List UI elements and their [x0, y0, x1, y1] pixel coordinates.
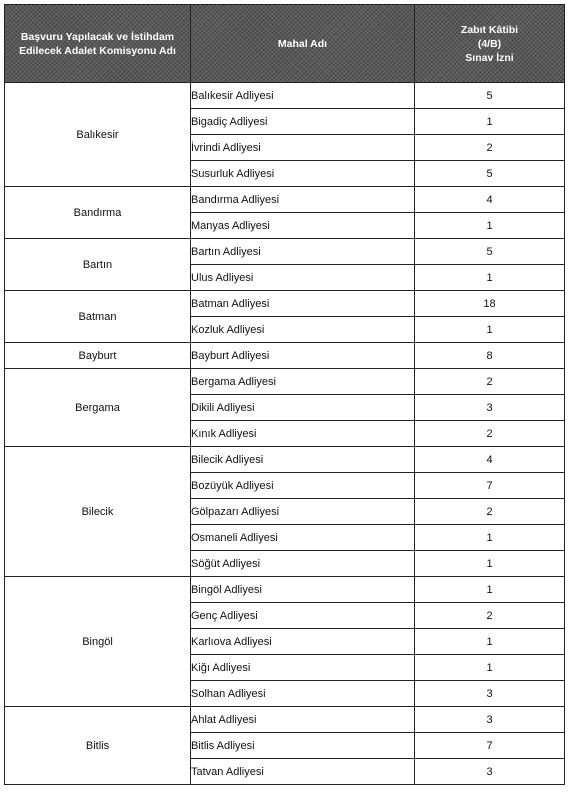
table-body — [5, 83, 565, 785]
place-name: Manyas Adliyesi — [191, 213, 415, 239]
place-name: Ulus Adliyesi — [191, 265, 415, 291]
exam-quota-count: 1 — [415, 213, 565, 239]
table-row — [5, 447, 565, 473]
header-count-line1: Zabıt Kâtibi — [460, 23, 519, 36]
exam-quota-count: 2 — [415, 369, 565, 395]
place-name: Karlıova Adliyesi — [191, 629, 415, 655]
place-name: Bilecik Adliyesi — [191, 447, 415, 473]
table-row — [5, 83, 565, 109]
table-row — [5, 187, 565, 213]
place-name: Susurluk Adliyesi — [191, 161, 415, 187]
place-name: Gölpazarı Adliyesi — [191, 499, 415, 525]
place-name: Kiğı Adliyesi — [191, 655, 415, 681]
commission-name: Bergama — [5, 369, 191, 447]
exam-quota-count: 3 — [415, 395, 565, 421]
exam-quota-count: 8 — [415, 343, 565, 369]
exam-quota-count: 3 — [415, 681, 565, 707]
commission-name: Bilecik — [5, 447, 191, 577]
table-row — [5, 343, 565, 369]
place-name: Tatvan Adliyesi — [191, 759, 415, 785]
table-header — [5, 5, 565, 83]
place-name: Dikili Adliyesi — [191, 395, 415, 421]
place-name: Bandırma Adliyesi — [191, 187, 415, 213]
exam-quota-count: 7 — [415, 733, 565, 759]
exam-quota-count: 1 — [415, 551, 565, 577]
place-name: Söğüt Adliyesi — [191, 551, 415, 577]
place-name: Osmaneli Adliyesi — [191, 525, 415, 551]
exam-quota-count: 3 — [415, 759, 565, 785]
commission-name: Balıkesir — [5, 83, 191, 187]
place-name: Bergama Adliyesi — [191, 369, 415, 395]
exam-quota-count: 3 — [415, 707, 565, 733]
table-row — [5, 369, 565, 395]
place-name: Bozüyük Adliyesi — [191, 473, 415, 499]
commission-name: Batman — [5, 291, 191, 343]
header-commission — [5, 5, 191, 83]
exam-quota-count: 1 — [415, 525, 565, 551]
place-name: Balıkesir Adliyesi — [191, 83, 415, 109]
place-name: Bayburt Adliyesi — [191, 343, 415, 369]
header-count-line3: Sınav İzni — [465, 51, 514, 64]
table-row — [5, 577, 565, 603]
exam-quota-count: 1 — [415, 317, 565, 343]
place-name: Bartın Adliyesi — [191, 239, 415, 265]
exam-quota-count: 2 — [415, 421, 565, 447]
exam-quota-count: 1 — [415, 265, 565, 291]
place-name: İvrindi Adliyesi — [191, 135, 415, 161]
header-count — [415, 5, 565, 83]
header-commission-line2: Edilecek Adalet Komisyonu Adı — [19, 44, 176, 57]
place-name: Bitlis Adliyesi — [191, 733, 415, 759]
place-name: Solhan Adliyesi — [191, 681, 415, 707]
place-name: Kınık Adliyesi — [191, 421, 415, 447]
place-name: Kozluk Adliyesi — [191, 317, 415, 343]
exam-quota-count: 5 — [415, 161, 565, 187]
exam-quota-count: 7 — [415, 473, 565, 499]
place-name: Batman Adliyesi — [191, 291, 415, 317]
commission-name: Bartın — [5, 239, 191, 291]
header-place — [191, 5, 415, 83]
exam-quota-count: 1 — [415, 629, 565, 655]
commission-name: Bitlis — [5, 707, 191, 785]
header-count-line2: (4/B) — [477, 37, 502, 50]
table-row — [5, 291, 565, 317]
exam-quota-count: 5 — [415, 83, 565, 109]
place-name: Bigadiç Adliyesi — [191, 109, 415, 135]
exam-quota-count: 18 — [415, 291, 565, 317]
table-row — [5, 239, 565, 265]
exam-quota-count: 5 — [415, 239, 565, 265]
exam-quota-count: 1 — [415, 577, 565, 603]
header-commission-line1: Başvuru Yapılacak ve İstihdam — [20, 30, 175, 43]
exam-quota-count: 2 — [415, 603, 565, 629]
table-row — [5, 707, 565, 733]
exam-quota-count: 4 — [415, 447, 565, 473]
exam-quota-count: 4 — [415, 187, 565, 213]
exam-quota-count: 1 — [415, 655, 565, 681]
exam-quota-count: 2 — [415, 499, 565, 525]
exam-quota-count: 1 — [415, 109, 565, 135]
place-name: Ahlat Adliyesi — [191, 707, 415, 733]
quota-table — [4, 4, 565, 785]
commission-name: Bandırma — [5, 187, 191, 239]
place-name: Genç Adliyesi — [191, 603, 415, 629]
place-name: Bingöl Adliyesi — [191, 577, 415, 603]
exam-quota-count: 2 — [415, 135, 565, 161]
commission-name: Bayburt — [5, 343, 191, 369]
header-place-label: Mahal Adı — [277, 37, 328, 50]
commission-name: Bingöl — [5, 577, 191, 707]
